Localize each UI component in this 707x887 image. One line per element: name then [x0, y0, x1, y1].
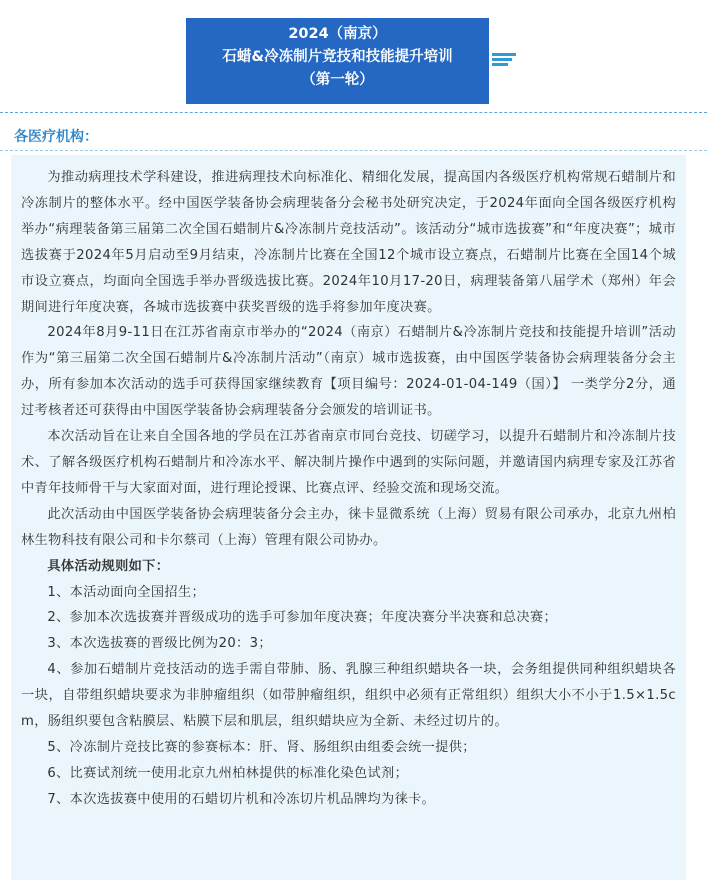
rule-item: 4、参加石蜡制片竞技活动的选手需自带肺、肠、乳腺三种组织蜡块各一块，会务组提供同种组织蜡块各一块，自带组织蜡块要求为非肿瘤组织（如带肿瘤组织，组织中必须有正常组织）组织大小不小于1.5×1.5cm，肠组织要包含粘膜层、粘膜下层和肌层，组织蜡块应为全新、未经过切片的。	[21, 662, 676, 730]
rule-item: 5、冷冻制片竞技比赛的参赛标本：肝、肾、肠组织由组委会统一提供；	[47, 739, 476, 755]
paragraph: 为推动病理技术学科建设，推进病理技术向标准化、精细化发展，提高国内各级医疗机构常规石蜡制片和冷冻制片的整体水平。经中国医学装备协会病理装备分会秘书处研究决定，于2024年面向全国各级医疗机构举办“病理装备第三届第二次全国石蜡制片&冷冻制片竞技活动”。该活动分“城市选拔赛”和“年度决赛”；城市选拔赛于2024年5月启动至9月结束，冷冻制片比赛在全国12个城市设立赛点，石蜡制片比赛在全国14个城市设立赛点，均面向全国选手举办晋级选拔比赛。2024年10月17-20日，病理装备第八届学术（郑州）年会期间进行年度决赛，各城市选拔赛中获奖晋级的选手将参加年度决赛。	[21, 170, 676, 315]
title-line-1: 2024（南京）	[288, 26, 387, 42]
title-line-2: 石蜡&冷冻制片竞技和技能提升培训	[222, 49, 453, 65]
rule-item: 1、本活动面向全国招生；	[47, 584, 206, 600]
divider	[0, 150, 707, 151]
rules-heading: 具体活动规则如下：	[47, 558, 170, 574]
rule-item: 3、本次选拔赛的晋级比例为20：3；	[47, 636, 272, 652]
rule-item: 2、参加本次选拔赛并晋级成功的选手可参加年度决赛；年度决赛分半决赛和总决赛；	[47, 610, 558, 626]
paragraph: 本次活动旨在让来自全国各地的学员在江苏省南京市同台竞技、切磋学习，以提升石蜡制片和冷冻制片技术、了解各级医疗机构石蜡制片和冷冻水平、解决制片操作中遇到的实际问题，并邀请国内病理专家及江苏省中青年技师骨干与大家面对面，进行理论授课、比赛点评、经验交流和现场交流。	[21, 429, 676, 496]
addressee: 各医疗机构：	[14, 129, 98, 145]
notice-body	[11, 155, 686, 880]
paragraph: 此次活动由中国医学装备协会病理装备分会主办，徕卡显微系统（上海）贸易有限公司承办，北京九州柏林生物科技有限公司和卡尔蔡司（上海）管理有限公司协办。	[21, 506, 676, 548]
rule-item: 6、比赛试剂统一使用北京九州柏林提供的标准化染色试剂；	[47, 765, 409, 781]
title-banner	[186, 18, 489, 104]
title-line-3: （第一轮）	[301, 72, 374, 88]
rule-item: 7、本次选拔赛中使用的石蜡切片机和冷冻切片机品牌均为徕卡。	[47, 791, 436, 807]
paragraph: 2024年8月9-11日在江苏省南京市举办的“2024（南京）石蜡制片&冷冻制片竞技和技能提升培训”活动作为“第三届第二次全国石蜡制片&冷冻制片活动”（南京）城市选拔赛，由中国医学装备协会病理装备分会主办，所有参加本次活动的选手可获得国家继续教育【项目编号：2024-01-04-149（国）】 一类学分2分，通过考核者还可获得由中国医学装备协会病理装备分会颁发的培训证书。	[21, 325, 676, 419]
decorative-stripes-icon	[492, 53, 516, 71]
divider	[0, 112, 707, 113]
